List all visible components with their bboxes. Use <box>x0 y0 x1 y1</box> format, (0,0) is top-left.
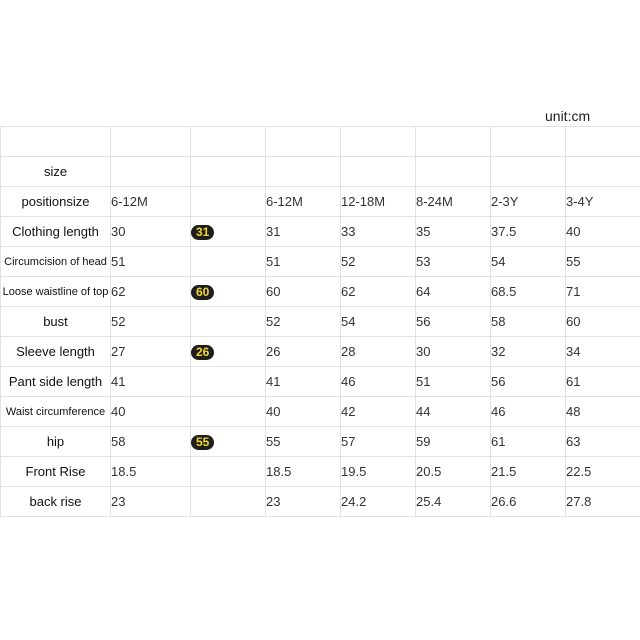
measurement-value: 56 <box>416 307 491 337</box>
measurement-value: 21.5 <box>491 457 566 487</box>
size-cell <box>111 157 191 187</box>
measurement-value: 40 <box>111 397 191 427</box>
measurement-value: 26 <box>266 337 341 367</box>
measurement-row <box>1 487 640 517</box>
measurement-row <box>1 427 640 457</box>
size-header-cell <box>191 187 266 217</box>
measurement-value: 19.5 <box>341 457 416 487</box>
badge-cell <box>191 367 266 397</box>
measurement-value: 55 <box>566 247 640 277</box>
highlight-badge: 55 <box>191 435 214 450</box>
measurement-value: 30 <box>111 217 191 247</box>
header-cell <box>191 127 266 157</box>
measurement-value: 24.2 <box>341 487 416 517</box>
measurement-value: 27 <box>111 337 191 367</box>
header-cell <box>566 127 640 157</box>
measurement-value: 62 <box>111 277 191 307</box>
measurement-value: 52 <box>341 247 416 277</box>
measurement-value: 20.5 <box>416 457 491 487</box>
measurement-label: Clothing length <box>1 217 111 247</box>
measurement-value: 25.4 <box>416 487 491 517</box>
badge-cell <box>191 487 266 517</box>
size-header-cell: 2-3Y <box>491 187 566 217</box>
header-cell <box>491 127 566 157</box>
measurement-value: 53 <box>416 247 491 277</box>
measurement-label: bust <box>1 307 111 337</box>
measurement-label: Waist circumference <box>1 397 111 427</box>
header-cell <box>341 127 416 157</box>
measurement-value: 60 <box>266 277 341 307</box>
size-row-label: size <box>1 157 111 187</box>
position-size-label: positionsize <box>1 187 111 217</box>
measurement-value: 52 <box>266 307 341 337</box>
measurement-value: 22.5 <box>566 457 640 487</box>
unit-label: unit:cm <box>545 108 591 124</box>
measurement-row <box>1 337 640 367</box>
measurement-row <box>1 397 640 427</box>
measurement-label: hip <box>1 427 111 457</box>
header-cell <box>111 127 191 157</box>
measurement-value: 44 <box>416 397 491 427</box>
size-cell <box>566 157 640 187</box>
measurement-value: 51 <box>416 367 491 397</box>
measurement-value: 71 <box>566 277 640 307</box>
size-row <box>1 157 640 187</box>
measurement-label: Pant side length <box>1 367 111 397</box>
header-row <box>1 127 640 157</box>
badge-cell <box>191 337 266 367</box>
measurement-row <box>1 307 640 337</box>
measurement-value: 51 <box>266 247 341 277</box>
measurement-value: 42 <box>341 397 416 427</box>
measurement-value: 55 <box>266 427 341 457</box>
header-cell <box>416 127 491 157</box>
measurement-value: 34 <box>566 337 640 367</box>
measurement-row <box>1 247 640 277</box>
badge-cell <box>191 397 266 427</box>
measurement-value: 18.5 <box>111 457 191 487</box>
measurement-label: Loose waistline of top <box>1 277 111 307</box>
measurement-value: 41 <box>266 367 341 397</box>
size-header-cell: 8-24M <box>416 187 491 217</box>
measurement-value: 54 <box>341 307 416 337</box>
badge-cell <box>191 457 266 487</box>
highlight-badge: 31 <box>191 225 214 240</box>
measurement-value: 57 <box>341 427 416 457</box>
measurement-value: 56 <box>491 367 566 397</box>
measurement-value: 37.5 <box>491 217 566 247</box>
measurement-value: 28 <box>341 337 416 367</box>
measurement-value: 23 <box>266 487 341 517</box>
measurement-row <box>1 277 640 307</box>
highlight-badge: 26 <box>191 345 214 360</box>
measurement-value: 64 <box>416 277 491 307</box>
measurement-value: 46 <box>341 367 416 397</box>
measurement-label: Front Rise <box>1 457 111 487</box>
measurement-value: 58 <box>491 307 566 337</box>
size-header-cell: 3-4Y <box>566 187 640 217</box>
badge-cell <box>191 217 266 247</box>
header-cell <box>266 127 341 157</box>
measurement-value: 60 <box>566 307 640 337</box>
measurement-value: 30 <box>416 337 491 367</box>
measurement-value: 54 <box>491 247 566 277</box>
measurement-value: 18.5 <box>266 457 341 487</box>
measurement-value: 33 <box>341 217 416 247</box>
badge-cell <box>191 247 266 277</box>
measurement-value: 31 <box>266 217 341 247</box>
measurement-value: 63 <box>566 427 640 457</box>
size-cell <box>416 157 491 187</box>
size-cell <box>491 157 566 187</box>
measurement-value: 23 <box>111 487 191 517</box>
badge-cell <box>191 277 266 307</box>
measurement-value: 51 <box>111 247 191 277</box>
measurement-value: 62 <box>341 277 416 307</box>
measurement-value: 40 <box>266 397 341 427</box>
measurement-value: 61 <box>566 367 640 397</box>
measurement-value: 26.6 <box>491 487 566 517</box>
measurement-value: 35 <box>416 217 491 247</box>
measurement-value: 32 <box>491 337 566 367</box>
size-header-cell: 12-18M <box>341 187 416 217</box>
measurement-value: 68.5 <box>491 277 566 307</box>
badge-cell <box>191 427 266 457</box>
measurement-row <box>1 457 640 487</box>
measurement-row <box>1 217 640 247</box>
size-cell <box>341 157 416 187</box>
badge-cell <box>191 307 266 337</box>
size-header-cell: 6-12M <box>111 187 191 217</box>
measurement-value: 61 <box>491 427 566 457</box>
measurement-label: Circumcision of head <box>1 247 111 277</box>
highlight-badge: 60 <box>191 285 214 300</box>
position-size-row <box>1 187 640 217</box>
header-cell <box>1 127 111 157</box>
measurement-row <box>1 367 640 397</box>
size-cell <box>191 157 266 187</box>
measurement-value: 27.8 <box>566 487 640 517</box>
measurement-value: 48 <box>566 397 640 427</box>
measurement-label: Sleeve length <box>1 337 111 367</box>
measurement-value: 59 <box>416 427 491 457</box>
size-cell <box>266 157 341 187</box>
measurement-label: back rise <box>1 487 111 517</box>
measurement-value: 41 <box>111 367 191 397</box>
size-header-cell: 6-12M <box>266 187 341 217</box>
size-chart-table <box>0 126 640 517</box>
measurement-value: 46 <box>491 397 566 427</box>
size-chart-body <box>1 127 640 517</box>
measurement-value: 40 <box>566 217 640 247</box>
measurement-value: 58 <box>111 427 191 457</box>
measurement-value: 52 <box>111 307 191 337</box>
